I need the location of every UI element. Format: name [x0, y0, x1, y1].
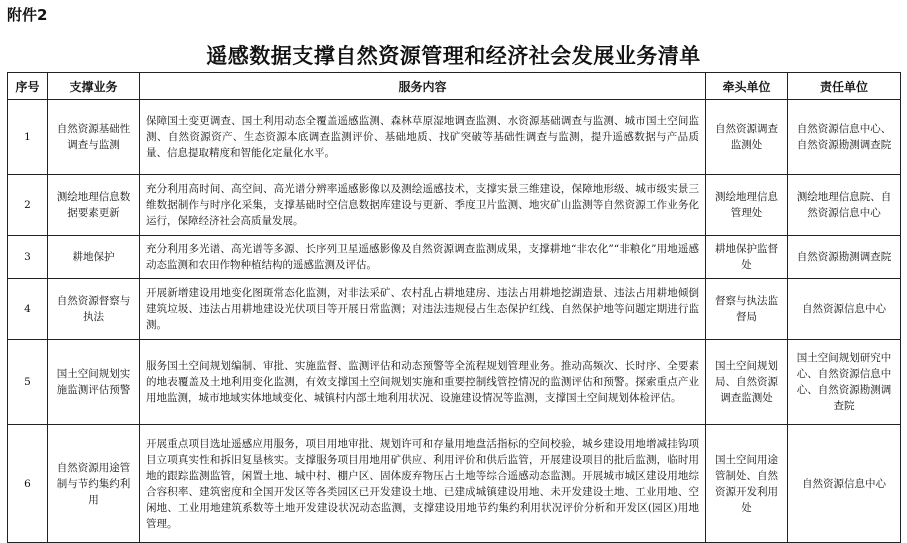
row-seq: 3 — [8, 236, 48, 279]
row-lead: 耕地保护监督处 — [706, 236, 788, 279]
table-row — [8, 425, 901, 543]
row-lead: 国土空间规划局、自然资源调查监测处 — [706, 340, 788, 425]
header-content: 服务内容 — [140, 73, 706, 100]
row-business: 耕地保护 — [48, 236, 140, 279]
row-lead: 自然资源调查监测处 — [706, 100, 788, 175]
row-seq: 1 — [8, 100, 48, 175]
row-responsible: 自然资源信息中心 — [788, 425, 901, 543]
row-seq: 5 — [8, 340, 48, 425]
table-header-row — [8, 73, 901, 100]
table-row — [8, 279, 901, 340]
row-business: 自然资源用途管制与节约集约利用 — [48, 425, 140, 543]
row-content: 服务国土空间规划编制、审批、实施监督、监测评估和动态预警等全流程规划管理业务。推动高频次、长时序、全要素的地表覆盖及土地利用变化监测，有效支撑国土空间规划实施和重要控制线管控情况的监测评估和预警。探索重点产业用地监测，城市地域实体地域变化、城镇村内部土地利用状况、设施建设情况等监测，支撑国土空间规划体检评估。 — [140, 340, 706, 425]
table-row — [8, 340, 901, 425]
row-content: 充分利用高时间、高空间、高光谱分辨率遥感影像以及测绘遥感技术，支撑实景三维建设，保障地形级、城市级实景三维数据制作与时序化采集，支撑基础时空信息数据库建设与更新、季度卫片监测、地灾矿山监测等自然资源工作业务化运行，保障经济社会高质量发展。 — [140, 175, 706, 236]
header-lead: 牵头单位 — [706, 73, 788, 100]
row-responsible: 自然资源信息中心 — [788, 279, 901, 340]
row-responsible: 自然资源信息中心、自然资源勘测调查院 — [788, 100, 901, 175]
row-responsible: 测绘地理信息院、自然资源信息中心 — [788, 175, 901, 236]
row-lead: 测绘地理信息管理处 — [706, 175, 788, 236]
row-seq: 2 — [8, 175, 48, 236]
row-business: 国土空间规划实施监测评估预警 — [48, 340, 140, 425]
row-responsible: 国土空间规划研究中心、自然资源信息中心、自然资源勘测调查院 — [788, 340, 901, 425]
header-seq: 序号 — [8, 73, 48, 100]
row-content: 开展重点项目选址遥感应用服务，项目用地审批、规划许可和存量用地盘活指标的空间校验，城乡建设用地增减挂钩项目立项真实性和拆旧复垦核实。支撑服务项目用地用矿供应、利用评价和供后监管，开展建设项目的批后监测，临时用地的跟踪监测监管，闲置土地、城中村、棚户区、固体废弃物压占土地等综合遥感动态监测。开展城市城区建设用地综合容积率、建筑密度和全国开发区等各类园区已开发建设土地、已建成城镇建设用地、未开发建设土地、工业用地、空闲地、工业用地建筑系数等土地开发建设状况动态监测，支撑建设用地节约集约利用状况评价分析和开发区(园区)用地管理。 — [140, 425, 706, 543]
row-business: 自然资源督察与执法 — [48, 279, 140, 340]
row-content: 开展新增建设用地变化图斑常态化监测，对非法采矿、农村乱占耕地建房、违法占用耕地挖湖造景、违法占用耕地倾倒建筑垃圾、违法占用耕地建设光伏项目等开展日常监测；对违法违规侵占生态保护红线、自然保护地等问题定期进行监测。 — [140, 279, 706, 340]
row-business: 测绘地理信息数据要素更新 — [48, 175, 140, 236]
attachment-label: 附件2 — [7, 6, 48, 24]
document-title: 遥感数据支撑自然资源管理和经济社会发展业务清单 — [206, 43, 701, 68]
row-lead: 督察与执法监督局 — [706, 279, 788, 340]
row-seq: 6 — [8, 425, 48, 543]
header-business: 支撑业务 — [48, 73, 140, 100]
row-business: 自然资源基础性调查与监测 — [48, 100, 140, 175]
row-content: 保障国土变更调查、国土利用动态全覆盖遥感监测、森林草原湿地调查监测、水资源基础调查与监测、城市国土空间监测、自然资源资产、生态资源本底调查监测评价、基础地质、找矿突破等基础性调查与监测，提升遥感数据与产品质量、信息提取精度和智能化定量化水平。 — [140, 100, 706, 175]
business-list-table — [7, 72, 901, 543]
table-row — [8, 236, 901, 279]
header-responsible: 责任单位 — [788, 73, 901, 100]
table-row — [8, 175, 901, 236]
row-content: 充分利用多光谱、高光谱等多源、长序列卫星遥感影像及自然资源调查监测成果，支撑耕地“非农化”“非粮化”用地遥感动态监测和农田作物种植结构的遥感监测及评估。 — [140, 236, 706, 279]
row-responsible: 自然资源勘测调查院 — [788, 236, 901, 279]
row-seq: 4 — [8, 279, 48, 340]
row-lead: 国土空间用途管制处、自然资源开发利用处 — [706, 425, 788, 543]
table-row — [8, 100, 901, 175]
